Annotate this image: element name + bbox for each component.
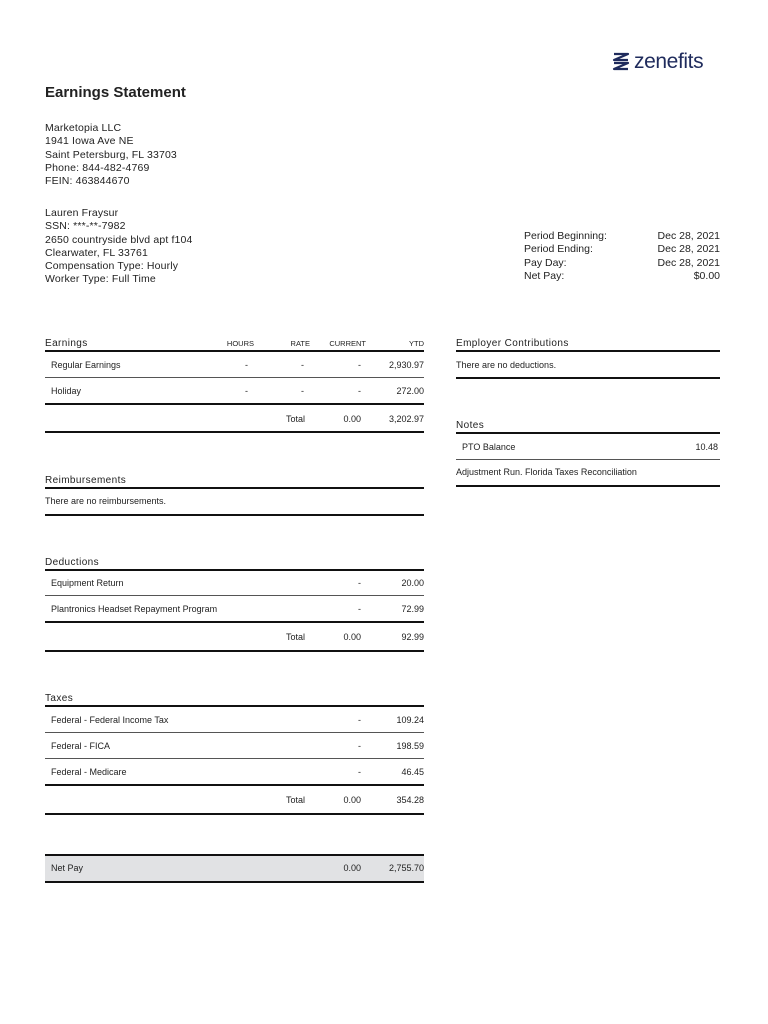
net-pay-current: 0.00 (343, 863, 361, 873)
divider (45, 350, 424, 352)
divider (45, 758, 424, 759)
divider (45, 881, 424, 883)
col-hours: HOURS (226, 339, 254, 348)
earnings-row-rate: - (301, 386, 304, 396)
divider (45, 732, 424, 733)
divider (45, 569, 424, 571)
period-value: Dec 28, 2021 (657, 243, 720, 256)
divider (45, 650, 424, 652)
divider (45, 784, 424, 786)
divider (45, 403, 424, 405)
employee-ssn: SSN: ***-**-7982 (45, 220, 126, 233)
divider (45, 813, 424, 815)
earnings-row-current: - (358, 386, 361, 396)
earnings-row-name: Regular Earnings (51, 360, 121, 370)
employee-address-1: 2650 countryside blvd apt f104 (45, 233, 193, 246)
tax-row-ytd: 46.45 (401, 767, 424, 777)
earnings-row-hours: - (245, 360, 248, 370)
earnings-row-hours: - (245, 386, 248, 396)
tax-row-current: - (358, 767, 361, 777)
period-row (524, 257, 720, 270)
divider (456, 459, 720, 460)
divider (456, 350, 720, 352)
deduction-row-current: - (358, 604, 361, 614)
divider (456, 485, 720, 487)
col-current: CURRENT (329, 339, 366, 348)
company-address-1: 1941 Iowa Ave NE (45, 135, 134, 148)
divider (456, 432, 720, 434)
col-ytd: YTD (409, 339, 424, 348)
logo-wordmark: zenefits (634, 50, 704, 73)
period-row (524, 270, 720, 283)
taxes-total-ytd: 354.28 (396, 795, 424, 805)
pto-balance-value: 10.48 (695, 442, 718, 452)
notes-title: Notes (456, 420, 485, 431)
divider (45, 514, 424, 516)
earnings-row-ytd: 2,930.97 (388, 360, 424, 370)
pay-period-summary (524, 230, 720, 283)
deductions-total-label: Total (285, 632, 305, 642)
page-title: Earnings Statement (45, 84, 186, 101)
deductions-title: Deductions (45, 557, 100, 568)
earnings-total-ytd: 3,202.97 (388, 414, 424, 424)
employee-info (45, 207, 193, 287)
earnings-row-current: - (358, 360, 361, 370)
divider (456, 377, 720, 379)
earnings-row-name: Holiday (51, 386, 82, 396)
employee-address-2: Clearwater, FL 33761 (45, 246, 149, 259)
tax-row-current: - (358, 741, 361, 751)
period-row (524, 243, 720, 256)
deductions-total-ytd: 92.99 (401, 632, 424, 642)
deductions-total-current: 0.00 (343, 632, 361, 642)
divider (45, 621, 424, 623)
earnings-title: Earnings (45, 338, 88, 349)
pto-balance-label: PTO Balance (462, 442, 516, 452)
company-fein: FEIN: 463844670 (45, 175, 130, 188)
col-rate: RATE (290, 339, 310, 348)
tax-row-name: Federal - Medicare (51, 767, 127, 777)
deduction-row-ytd: 72.99 (401, 604, 424, 614)
period-label: Net Pay: (524, 269, 565, 282)
net-pay-ytd: 2,755.70 (388, 863, 424, 873)
earnings-total-label: Total (285, 414, 305, 424)
zenefits-logo (612, 50, 703, 74)
period-row (524, 230, 720, 243)
divider (45, 431, 424, 433)
employee-name: Lauren Fraysur (45, 207, 119, 219)
tax-row-ytd: 198.59 (396, 741, 424, 751)
net-pay-label: Net Pay (51, 863, 84, 873)
divider (45, 705, 424, 707)
company-info (45, 122, 177, 188)
taxes-total-label: Total (285, 795, 305, 805)
period-label: Period Ending: (524, 243, 593, 256)
taxes-title: Taxes (45, 693, 74, 704)
employer-contributions-empty: There are no deductions. (456, 360, 557, 370)
reimbursements-title: Reimbursements (45, 475, 127, 486)
company-phone: Phone: 844-482-4769 (45, 161, 150, 174)
period-value: Dec 28, 2021 (657, 256, 720, 269)
company-address-2: Saint Petersburg, FL 33703 (45, 148, 177, 161)
earnings-row-ytd: 272.00 (396, 386, 424, 396)
divider (45, 377, 424, 378)
tax-row-ytd: 109.24 (396, 715, 424, 725)
deduction-row-name: Plantronics Headset Repayment Program (51, 604, 218, 614)
period-value: Dec 28, 2021 (657, 230, 720, 242)
employer-contributions-title: Employer Contributions (456, 338, 569, 349)
taxes-total-current: 0.00 (343, 795, 361, 805)
employee-worker-type: Worker Type: Full Time (45, 273, 156, 286)
company-name: Marketopia LLC (45, 122, 122, 134)
tax-row-current: - (358, 715, 361, 725)
divider (45, 595, 424, 596)
tax-row-name: Federal - FICA (51, 741, 111, 751)
earnings-total-current: 0.00 (343, 414, 361, 424)
period-label: Period Beginning: (524, 230, 607, 242)
period-value: $0.00 (693, 269, 720, 282)
deduction-row-ytd: 20.00 (401, 578, 424, 588)
earnings-row-rate: - (301, 360, 304, 370)
zenefits-logo-icon (612, 50, 630, 74)
adjustment-note: Adjustment Run. Florida Taxes Reconciliation (456, 467, 637, 477)
divider (45, 487, 424, 489)
deduction-row-name: Equipment Return (51, 578, 124, 588)
reimbursements-empty: There are no reimbursements. (45, 496, 167, 506)
period-label: Pay Day: (524, 256, 567, 269)
deduction-row-current: - (358, 578, 361, 588)
tax-row-name: Federal - Federal Income Tax (51, 715, 169, 725)
employee-comp-type: Compensation Type: Hourly (45, 260, 179, 273)
